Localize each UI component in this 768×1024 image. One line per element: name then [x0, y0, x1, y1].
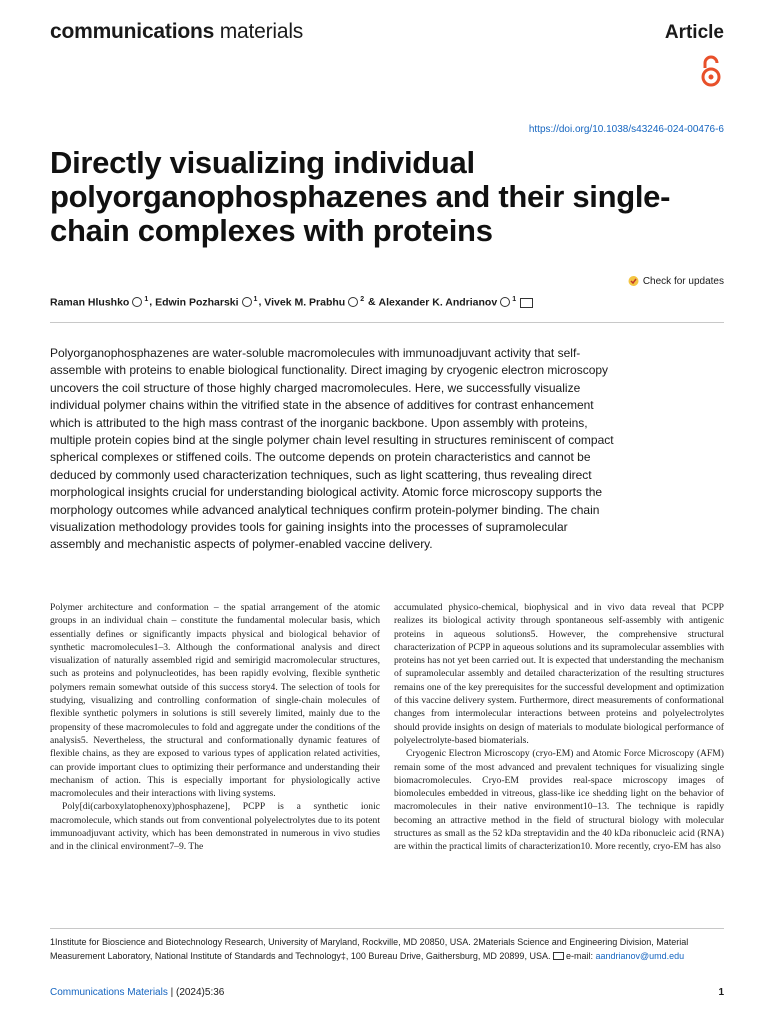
open-access-icon [700, 54, 722, 88]
orcid-icon[interactable] [242, 297, 252, 307]
paragraph: accumulated physico-chemical, biophysical and in vivo data reveal that PCPP realizes its biological activity through spontaneous self-assembly with antigenic proteins in aqueous solutions5. However, the comprehensive structural characterization of PCPP in aqueous solutions and its supramolecular assemblies with proteins has not yet been carried out. It is expected that understanding the mechanism of supramolecular assembly and detailed characterization of the resulting structures remains one of the key prerequisites for the successful development and optimization of this vaccine delivery system. Furthermore, direct measurements of conformational changes from intermolecular interactions between proteins and polyelectrolytes should provide insights on design of materials to modulate biological performance of polyelectrolyte-based biomaterials. [394, 602, 724, 746]
paragraph: Poly[di(carboxylatophenoxy)phosphazene], PCPP is a synthetic ionic macromolecule, which stands out from conventional polyelectrolytes due to its potent immunoadjuvant activity, which has been demonstrated in numerous in vivo studies and in the clinical environment7–9. The [50, 801, 380, 853]
abstract: Polyorganophosphazenes are water-soluble macromolecules with immunoadjuvant activity that self-assemble with proteins to enable biological functionality. Direct imaging by cryogenic electron microscopy uncovers the coil structure of those highly charged macromolecules. Here, we successfully visualize individual polymer chains within the vitrified state in the absence of additives for contrast enhancement which is attributed to the high mass contrast of the inorganic backbone. Upon assembly with proteins, multiple protein copies bind at the single polymer chain level resulting in structures reminiscent of compact spherical complexes or stiffened coils. The outcome depends on protein characteristics and cannot be deduced by commonly used characterization techniques, such as light scattering, thus revealing direct morphological insights crucial for understanding biological activity. Atomic force microscopy supports the morphology outcomes while advanced analytical techniques confirm protein-polymer binding. The chain visualization methodology provides tools for gaining insights into the processes of supramolecular assembly and mechanistic aspects of polymer-enabled vaccine delivery. [50, 346, 614, 552]
orcid-icon[interactable] [348, 297, 358, 307]
body-column-left [50, 601, 380, 854]
author-list: Raman Hlushko $^1$ , Edwin Pozharski $^1$ , Vivek M. Prabhu $^2$ & Alexander K. Andrianov $^1$ [50, 296, 533, 309]
divider [50, 322, 724, 323]
paragraph: Cryogenic Electron Microscopy (cryo-EM) and Atomic Force Microscopy (AFM) remain some of the most advanced and prevalent techniques for visualizing single biomacromolecules. Cryo-EM provides real-space microscopy images of biomolecules embedded in vitreous, glass-like ice shedding light on the behavior of macromolecules in their native environment10–13. The technique is rapidly becoming an attractive method in the field of structural biology with molecular structures as small as the 52 kDa streptavidin and the 40 kDa ribonucleic acid (RNA) are within the practical limits of characterization10. More recently, cryo-EM has also [394, 748, 724, 853]
affiliations-text: 1Institute for Bioscience and Biotechnology Research, University of Maryland, Rockville, MD 20850, USA. 2Materials Science and Engineering Division, Material Measurement Laboratory, National Institute of Standards and Technology‡, 100 Bureau Drive, Gaithersburg, MD 20899, USA. [50, 937, 689, 961]
journal-name [50, 20, 303, 44]
article-title: Directly visualizing individual polyorganophosphazenes and their single-chain complexes with proteins [50, 145, 671, 248]
check-updates-label: Check for updates [642, 275, 724, 287]
divider [50, 928, 724, 929]
affiliations-footnote [50, 935, 726, 963]
doi-link[interactable]: https://doi.org/10.1038/s43246-024-00476-6 [528, 124, 724, 135]
email-link[interactable]: aandrianov@umd.edu [595, 951, 685, 961]
email-label: e-mail: [565, 951, 596, 961]
check-updates-icon [628, 275, 639, 287]
article-type: Article [664, 22, 724, 43]
orcid-icon[interactable] [500, 297, 510, 307]
footer-citation [50, 987, 224, 998]
mail-icon[interactable] [520, 298, 533, 308]
page-number: 1 [718, 987, 724, 998]
mail-icon [553, 952, 564, 960]
author[interactable]: Edwin Pozharski $^1$ [155, 296, 258, 309]
body-column-right [394, 601, 724, 854]
check-for-updates[interactable] [628, 275, 724, 287]
author[interactable]: Alexander K. Andrianov $^1$ [378, 296, 517, 309]
footer-journal-link[interactable]: Communications Materials [50, 987, 168, 998]
paragraph: Polymer architecture and conformation – the spatial arrangement of the atomic groups in an individual chain – constitute the fundamental molecular basis, which essentially defines or significantly impacts physical and biological behavior of synthetic macromolecules1–3. Although the conformational analysis and direct visualization of naturally assembled rigid and semirigid macromolecular structures, such as proteins and polynucleotides, has been rapidly evolving, flexible synthetic polymers remain somewhat outside of this success story4. The selection of tools for studying, visualizing and controlling conformation of single-chain molecules of flexible synthetic polymers in solutions is still severely limited, mainly due to the propensity of these macromolecules to fold and aggregate under the conditions of the analysis5. Nevertheless, the structural and conformationally dynamic features of flexible chains, as they are exposed to various types of application related activities, can provide important clues to optimizing their performance and understanding their mechanism of action. This is especially important for physiologically active macromolecules and their interactions with living systems. [50, 602, 380, 800]
orcid-icon[interactable] [132, 297, 142, 307]
author[interactable]: Raman Hlushko $^1$ [50, 296, 149, 309]
footer-issue: | (2024)5:36 [167, 987, 225, 998]
journal-name-bold: communications [50, 20, 215, 43]
journal-name-light: materials [219, 20, 304, 43]
author[interactable]: Vivek M. Prabhu $^2$ [264, 296, 365, 309]
